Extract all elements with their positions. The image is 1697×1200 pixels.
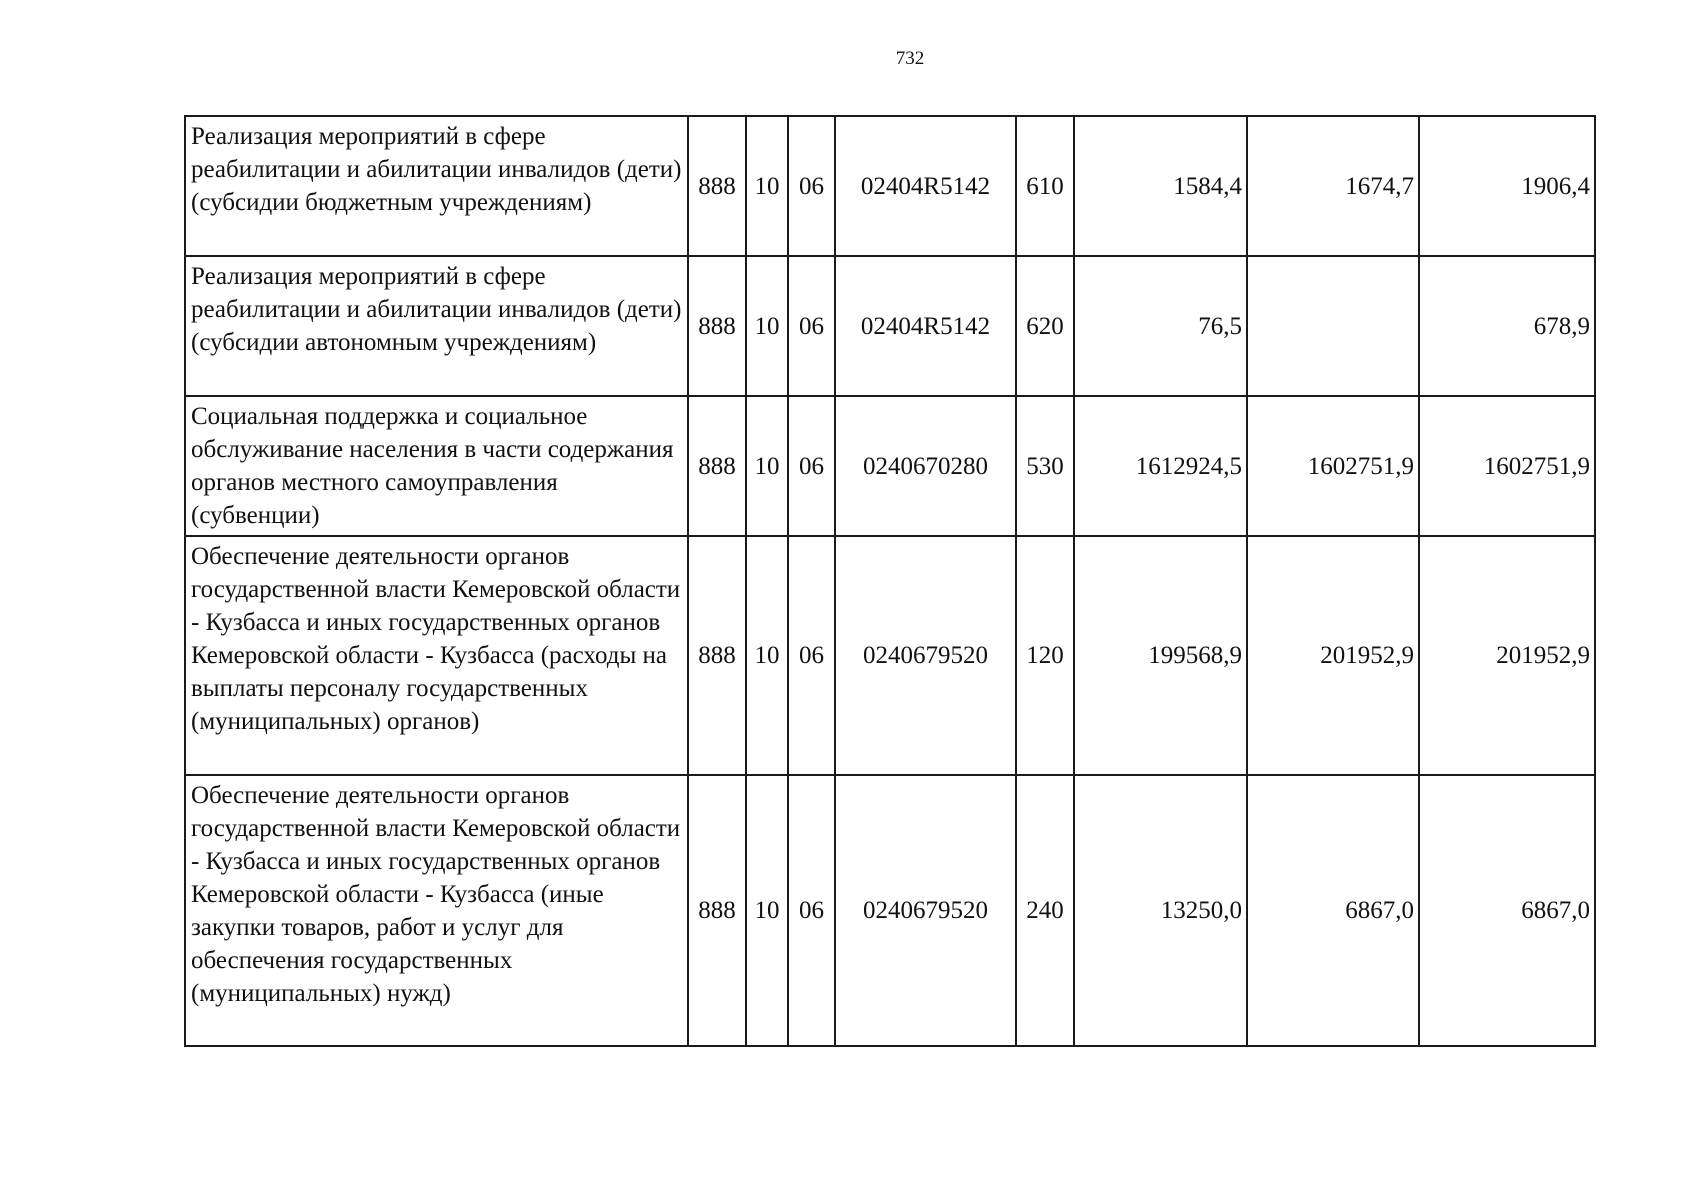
amount-2: 6867,0 <box>1247 775 1419 1046</box>
section-code: 10 <box>746 536 788 775</box>
budget-table <box>184 115 1596 1047</box>
target-article-code: 0240679520 <box>835 536 1016 775</box>
target-article-code: 02404R5142 <box>835 256 1016 396</box>
row-description: Реализация мероприятий в сфере реабилитации и абилитации инвалидов (дети) (субсидии бюджетным учреждениям) <box>185 116 688 256</box>
row-description: Реализация мероприятий в сфере реабилитации и абилитации инвалидов (дети) (субсидии автономным учреждениям) <box>185 256 688 396</box>
amount-3: 1906,4 <box>1419 116 1595 256</box>
target-article-code: 0240679520 <box>835 775 1016 1046</box>
ministry-code: 888 <box>688 256 746 396</box>
subsection-code: 06 <box>788 256 835 396</box>
row-description: Обеспечение деятельности органов государственной власти Кемеровской области - Кузбасса и иных государственных органов Кемеровской области - Кузбасса (иные закупки товаров, работ и услуг для обеспечения государственных (муниципальных) нужд) <box>185 775 688 1046</box>
amount-1: 13250,0 <box>1074 775 1247 1046</box>
subsection-code: 06 <box>788 396 835 536</box>
section-code: 10 <box>746 116 788 256</box>
subsection-code: 06 <box>788 775 835 1046</box>
table-row <box>185 775 1595 1046</box>
expense-type-code: 620 <box>1016 256 1074 396</box>
amount-1: 199568,9 <box>1074 536 1247 775</box>
ministry-code: 888 <box>688 536 746 775</box>
amount-3: 678,9 <box>1419 256 1595 396</box>
expense-type-code: 610 <box>1016 116 1074 256</box>
ministry-code: 888 <box>688 116 746 256</box>
subsection-code: 06 <box>788 536 835 775</box>
expense-type-code: 240 <box>1016 775 1074 1046</box>
row-description: Обеспечение деятельности органов государственной власти Кемеровской области - Кузбасса и иных государственных органов Кемеровской области - Кузбасса (расходы на выплаты персоналу государственных (муниципальных) органов) <box>185 536 688 775</box>
target-article-code: 0240670280 <box>835 396 1016 536</box>
amount-3: 201952,9 <box>1419 536 1595 775</box>
table-row <box>185 536 1595 775</box>
amount-1: 1584,4 <box>1074 116 1247 256</box>
amount-2: 201952,9 <box>1247 536 1419 775</box>
amount-3: 6867,0 <box>1419 775 1595 1046</box>
amount-2 <box>1247 256 1419 396</box>
section-code: 10 <box>746 396 788 536</box>
expense-type-code: 120 <box>1016 536 1074 775</box>
expense-type-code: 530 <box>1016 396 1074 536</box>
ministry-code: 888 <box>688 775 746 1046</box>
amount-3: 1602751,9 <box>1419 396 1595 536</box>
section-code: 10 <box>746 256 788 396</box>
target-article-code: 02404R5142 <box>835 116 1016 256</box>
amount-1: 76,5 <box>1074 256 1247 396</box>
table-row <box>185 116 1595 256</box>
section-code: 10 <box>746 775 788 1046</box>
table-row <box>185 256 1595 396</box>
amount-2: 1674,7 <box>1247 116 1419 256</box>
table-row <box>185 396 1595 536</box>
amount-1: 1612924,5 <box>1074 396 1247 536</box>
amount-2: 1602751,9 <box>1247 396 1419 536</box>
subsection-code: 06 <box>788 116 835 256</box>
page-number: 732 <box>895 48 925 69</box>
row-description: Социальная поддержка и социальное обслуживание населения в части содержания органов местного самоуправления (субвенции) <box>185 396 688 536</box>
ministry-code: 888 <box>688 396 746 536</box>
